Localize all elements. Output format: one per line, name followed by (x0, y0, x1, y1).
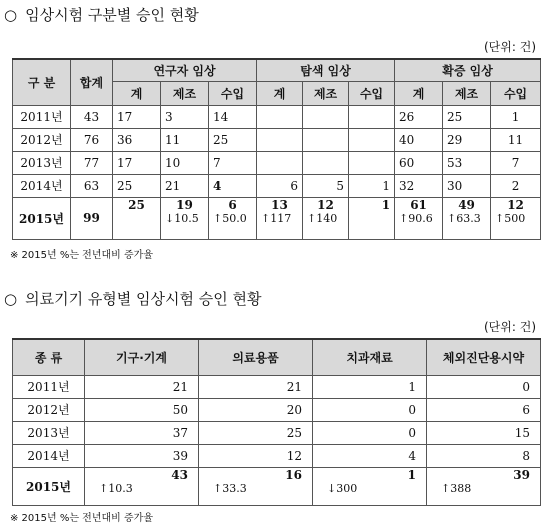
row-total: 99 (71, 197, 113, 239)
cell: 11 (161, 128, 209, 151)
table-row (13, 128, 541, 151)
cell: 0 (427, 375, 541, 398)
header-dental-materials: 치과재료 (313, 339, 427, 375)
cell: 1 (349, 174, 395, 197)
cell: 1 (313, 375, 427, 398)
section1-note: ※ 2015년 %는 전년대비 증가율 (10, 250, 153, 261)
cell (113, 197, 161, 239)
cell: 8 (427, 444, 541, 467)
cell: 39 (85, 444, 199, 467)
table-row-2015 (13, 197, 541, 239)
row-year: 2012년 (13, 398, 85, 421)
cell (303, 151, 349, 174)
cell (257, 151, 303, 174)
cell (209, 197, 257, 239)
section2-unit: (단위: 건) (484, 320, 536, 334)
row-total: 43 (71, 105, 113, 128)
cell: 3 (161, 105, 209, 128)
cell: 4 (313, 444, 427, 467)
cell (199, 467, 313, 505)
cell-change: ↓300 (327, 481, 358, 495)
table-row (13, 444, 541, 467)
cell: 26 (395, 105, 443, 128)
cell (427, 467, 541, 505)
cell-value: 61 (410, 197, 427, 212)
cell-change: ↑388 (441, 481, 472, 495)
cell: 1 (491, 105, 541, 128)
cell-change: ↑63.3 (447, 211, 481, 225)
cell: 10 (161, 151, 209, 174)
table-row (13, 398, 541, 421)
cell (349, 197, 395, 239)
subheader-domestic: 제조 (303, 81, 349, 105)
subheader-domestic: 제조 (161, 81, 209, 105)
row-year: 2013년 (13, 421, 85, 444)
header-ivd-reagents: 체외진단용시약 (427, 339, 541, 375)
cell: 15 (427, 421, 541, 444)
subheader-sum: 계 (395, 81, 443, 105)
cell: 60 (395, 151, 443, 174)
header-group-exploratory: 탐색 임상 (257, 59, 395, 81)
cell-value: 1 (381, 197, 391, 212)
header-group-investigator: 연구자 임상 (113, 59, 257, 81)
cell: 53 (443, 151, 491, 174)
header-group-confirmatory: 확증 임상 (395, 59, 541, 81)
cell-change: ↑10.3 (99, 481, 133, 495)
section1-title-text: 임상시험 구분별 승인 현황 (25, 6, 199, 24)
cell: 0 (313, 421, 427, 444)
row-year: 2011년 (13, 375, 85, 398)
cell: 2 (491, 174, 541, 197)
cell (491, 197, 541, 239)
cell: 30 (443, 174, 491, 197)
row-year: 2012년 (13, 128, 71, 151)
cell-value: 12 (317, 197, 334, 212)
table-row (13, 151, 541, 174)
row-year: 2015년 (13, 197, 71, 239)
table-row (13, 421, 541, 444)
header-instrument: 기구·기계 (85, 339, 199, 375)
cell-value: 6 (228, 197, 237, 212)
cell-change: ↑33.3 (213, 481, 247, 495)
cell: 5 (303, 174, 349, 197)
cell-value: 1 (407, 467, 416, 482)
subheader-sum: 계 (257, 81, 303, 105)
cell (313, 467, 427, 505)
cell (395, 197, 443, 239)
row-year: 2015년 (13, 467, 85, 505)
cell (161, 197, 209, 239)
section2-note: ※ 2015년 %는 전년대비 증가율 (10, 513, 153, 524)
cell-change: ↓10.5 (165, 211, 199, 225)
cell-value: 19 (176, 197, 193, 212)
section2-title-text: 의료기기 유형별 임상시험 승인 현황 (25, 290, 262, 308)
row-year: 2013년 (13, 151, 71, 174)
cell: 17 (113, 151, 161, 174)
cell-value: 16 (285, 467, 302, 482)
cell (303, 128, 349, 151)
cell: 6 (257, 174, 303, 197)
cell-change: ↑90.6 (399, 211, 433, 225)
cell: 14 (209, 105, 257, 128)
cell (257, 105, 303, 128)
section2-bullet: ○ (4, 290, 18, 308)
section1-unit: (단위: 건) (484, 40, 536, 54)
cell (349, 151, 395, 174)
cell-change: ↑500 (495, 211, 526, 225)
row-total: 63 (71, 174, 113, 197)
section2-title (4, 288, 262, 309)
cell-change: ↑117 (261, 211, 292, 225)
cell: 17 (113, 105, 161, 128)
cell: 6 (427, 398, 541, 421)
cell-value: 25 (128, 197, 145, 212)
row-year: 2014년 (13, 444, 85, 467)
cell (303, 105, 349, 128)
cell: 11 (491, 128, 541, 151)
cell-change: ↑140 (307, 211, 338, 225)
table-row-2015 (13, 467, 541, 505)
cell: 7 (491, 151, 541, 174)
subheader-import: 수입 (349, 81, 395, 105)
cell (349, 128, 395, 151)
cell: 20 (199, 398, 313, 421)
cell: 25 (209, 128, 257, 151)
cell: 21 (199, 375, 313, 398)
cell: 29 (443, 128, 491, 151)
cell: 0 (313, 398, 427, 421)
cell-value: 13 (271, 197, 288, 212)
subheader-import: 수입 (491, 81, 541, 105)
cell: 25 (199, 421, 313, 444)
header-category: 구 분 (13, 59, 71, 105)
cell: 21 (161, 174, 209, 197)
cell: 21 (85, 375, 199, 398)
cell: 40 (395, 128, 443, 151)
cell (349, 105, 395, 128)
subheader-import: 수입 (209, 81, 257, 105)
cell-value: 39 (513, 467, 530, 482)
row-total: 76 (71, 128, 113, 151)
header-total: 합계 (71, 59, 113, 105)
cell: 25 (443, 105, 491, 128)
cell: 36 (113, 128, 161, 151)
row-year: 2014년 (13, 174, 71, 197)
cell: 50 (85, 398, 199, 421)
cell-value: 43 (171, 467, 188, 482)
subheader-domestic: 제조 (443, 81, 491, 105)
device-type-table (12, 338, 541, 506)
table-row (13, 375, 541, 398)
cell: 12 (199, 444, 313, 467)
row-year: 2011년 (13, 105, 71, 128)
cell: 4 (209, 174, 257, 197)
cell: 37 (85, 421, 199, 444)
cell (303, 197, 349, 239)
cell: 7 (209, 151, 257, 174)
cell-value: 49 (458, 197, 475, 212)
header-type: 종 류 (13, 339, 85, 375)
cell (257, 197, 303, 239)
clinical-trial-category-table (12, 58, 541, 240)
cell-change: ↑50.0 (213, 211, 247, 225)
table-row (13, 105, 541, 128)
table-row (13, 174, 541, 197)
cell (257, 128, 303, 151)
row-total: 77 (71, 151, 113, 174)
section1-title (4, 4, 199, 25)
cell: 32 (395, 174, 443, 197)
cell: 25 (113, 174, 161, 197)
cell (443, 197, 491, 239)
section1-bullet: ○ (4, 6, 18, 24)
subheader-sum: 계 (113, 81, 161, 105)
header-medical-supplies: 의료용품 (199, 339, 313, 375)
cell-value: 12 (507, 197, 524, 212)
cell (85, 467, 199, 505)
